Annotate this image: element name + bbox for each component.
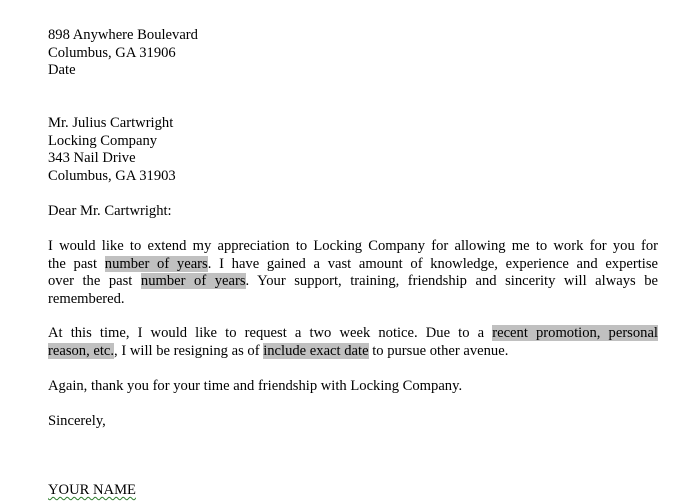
closing-block — [48, 413, 106, 431]
paragraph-line — [48, 256, 658, 274]
salutation-block — [48, 203, 172, 221]
text-run: to pursue other avenue. — [368, 342, 509, 359]
text-run: . I have gained a vast amount of knowledge, experience and expertise — [207, 255, 659, 272]
signature-name: YOUR NAME — [48, 482, 136, 498]
sender-city: Columbus, GA 31906 — [48, 44, 176, 61]
text-run: over the past — [48, 273, 141, 289]
sender-address — [48, 27, 198, 80]
text-run: At this time, I would like to request a two week notice. Due to a — [48, 325, 493, 341]
text-run: the past — [48, 255, 105, 272]
placeholder-highlight: number of years — [140, 273, 246, 289]
salutation: Dear Mr. Cartwright: — [48, 203, 172, 219]
placeholder-highlight: recent promotion, personal — [492, 325, 658, 341]
paragraph-line — [48, 273, 658, 291]
text-run: . Your support, training, friendship and sincerity will always be — [245, 273, 659, 289]
paragraph-appreciation — [48, 238, 658, 308]
placeholder-highlight: number of years — [104, 255, 208, 272]
paragraph-line — [48, 325, 658, 343]
paragraph-line — [48, 343, 658, 361]
sender-street: 898 Anywhere Boulevard — [48, 27, 198, 43]
paragraph-line: remembered. — [48, 290, 125, 307]
closing: Sincerely, — [48, 413, 106, 429]
recipient-address — [48, 115, 176, 185]
recipient-name: Mr. Julius Cartwright — [48, 115, 174, 131]
letter-date: Date — [48, 62, 76, 78]
signature-block — [48, 482, 136, 500]
placeholder-highlight: include exact date — [263, 342, 369, 359]
recipient-city: Columbus, GA 31903 — [48, 167, 176, 184]
paragraph-thanks: Again, thank you for your time and friendship with Locking Company. — [48, 378, 463, 394]
paragraph-line: I would like to extend my appreciation to Locking Company for allowing me to work for you for — [48, 238, 658, 254]
placeholder-highlight: reason, etc. — [48, 342, 115, 359]
recipient-company: Locking Company — [48, 132, 158, 149]
recipient-street: 343 Nail Drive — [48, 150, 136, 166]
paragraph-notice — [48, 325, 658, 360]
paragraph-thanks-block — [48, 378, 462, 396]
text-run: , I will be resigning as of — [114, 342, 264, 359]
